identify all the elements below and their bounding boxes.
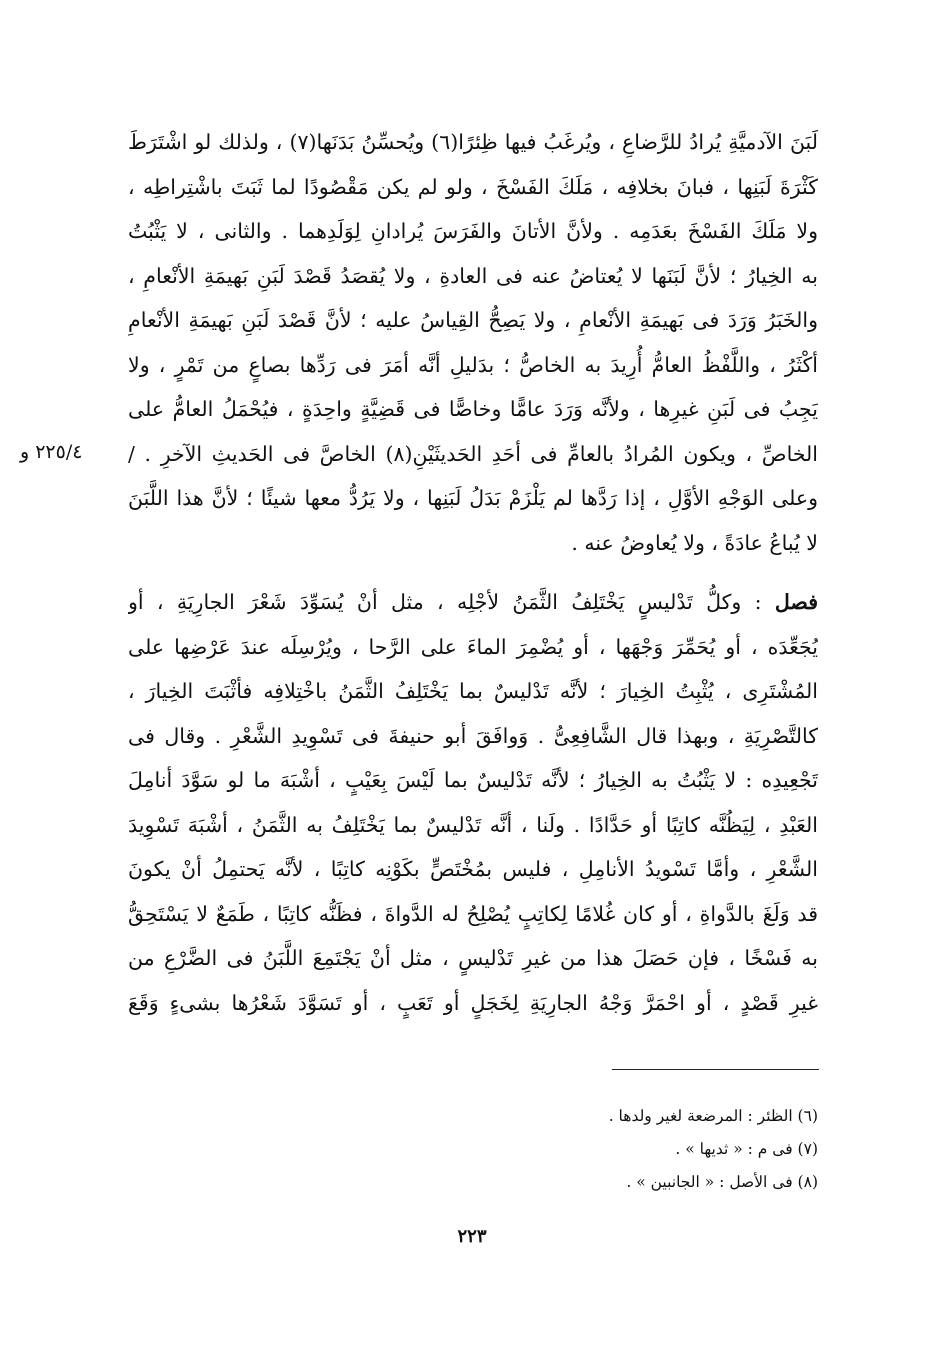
text-line: تَجْعِيدِه : لا يَثْبُتُ به الخِيارُ ؛ لأنَّه تَدْليسٌ بما لَيْسَ بِعَيْبٍ ، أشْبَهَ ما لو سَوَّدَ أنامِلَ xyxy=(128,768,818,792)
text-line: كالتَّصْرِيَةِ ، وبهذا قال الشَّافِعِىُّ . وَوافَقَ أبو حنيفةَ فى تَسْوِيدِ الشَّعْرِ . وقال فى xyxy=(128,723,818,748)
footnote-8: (٨) فى الأصل : « الجانبين » . xyxy=(626,1173,818,1191)
footnotes xyxy=(400,1100,818,1199)
text-line: ولا مَلَكَ الفَسْخَ بعَدَمِه . ولأنَّ الأتانَ والفَرَسَ يُرادانِ لِوَلَدِهما . والثانى ، لا يَثْبُتُ xyxy=(128,219,818,243)
text-line: الشَّعْرِ ، وأمَّا تَسْويدُ الأنامِلِ ، فليس بمُخْتَصٍّ بكَوْنِه كاتِبًا ، لأنَّه يَحتمِلُ أنْ يكونَ xyxy=(128,857,818,881)
text-line: يَجِبُ فى لَبَنِ غيرِها ، ولأنَّه وَرَدَ عامًّا وخاصًّا فى قَضِيَّةٍ واحِدَةٍ ، فيُحْمَلُ العامُّ على xyxy=(128,397,818,421)
footnote-7: (٧) فى م : « ثديها » . xyxy=(675,1140,818,1158)
text-line: الخاصِّ ، ويكون المُرادُ بالعامِّ فى أحَدِ الحَديثَيْنِ(٨) الخاصَّ فى الحَديثِ الآخرِ . / xyxy=(128,441,818,466)
text-line: به فَسْخًا ، فإن حَصَلَ هذا من غيرِ تَدْليسٍ ، مثل أنْ يَجْتَمِعَ اللَّبَنُ فى الضَّرْعِ من xyxy=(128,946,818,970)
paragraph-2 xyxy=(128,580,818,1025)
page-number: ٢٢٣ xyxy=(457,1226,487,1247)
text-line: العَبْدِ ، لِيَظُنَّه كاتِبًا أو حَدَّادًا . ولَنا ، أنَّه تَدْليسٌ بما يَخْتَلِفُ به الثَّمَنُ ، أشْبَهَ تَسْوِيدَ xyxy=(128,812,818,837)
text-line: غيرِ قَصْدٍ ، أو احْمَرَّ وَجْهُ الجارِيَةِ لِخَجَلٍ أو تَعَبٍ ، أو تَسَوَّدَ شَعْرُها بشىءٍ وَقَعَ xyxy=(128,990,818,1015)
text-line-rest: : وكلُّ تَدْليسٍ يَخْتَلِفُ الثَّمَنُ لأجْلِه ، مثل أنْ يُسَوِّدَ شَعْرَ الجارِيَةِ ، أو xyxy=(128,590,762,614)
text-line-with-heading xyxy=(128,580,818,625)
text-line: قد وَلَغَ بالدَّواةِ ، أو كان غُلامًا لِكاتِبٍ يُصْلِحُ له الدَّواةَ ، فظَنُّه كاتِبًا ، طَمَعٌ لا يَسْتَحِقُّ xyxy=(128,901,818,926)
text-line: يُجَعِّدَه ، أو يُحَمِّرَ وَجْهَها ، أو يُضْمِرَ الماءَ على الرَّحا ، ويُرْسِلَه عندَ عَرْضِها على xyxy=(128,634,818,659)
text-line: والخَبَرُ وَرَدَ فى بَهيمَةِ الأنْعامِ ، ولا يَصِحُّ القِياسُ عليه ؛ لأنَّ قَصْدَ لَبَنِ بَهيمَةِ الأنْعامِ xyxy=(128,308,818,332)
footnote-divider xyxy=(612,1069,819,1070)
text-line: المُشْتَرِى ، يُثْبِتُ الخِيارَ ؛ لأنَّه تَدْليسٌ بما يَخْتَلِفُ الثَّمَنُ باخْتِلافِه فأثْبَتَ الخِيارَ ، xyxy=(128,679,818,703)
text-line: لا يُباعُ عادَةً ، ولا يُعاوضُ عنه . xyxy=(571,530,818,555)
footnote-6: (٦) الظئر : المرضعة لغير ولدها . xyxy=(608,1107,818,1125)
text-line: لَبَنَ الآدميَّةِ يُرادُ للرَّضاعِ ، ويُرغَبُ فيها ظِئرًا(٦) ويُحسِّنُ بَدَنَها(٧) ، ولذلك لو اشْتَرَطَ xyxy=(128,130,818,154)
text-line: أكْثَرُ ، واللَّفْظُ العامُّ أُرِيدَ به الخاصُّ ؛ بدَليلِ أنَّه أمَرَ فى رَدِّها بصاعٍ من تَمْرٍ ، ولا xyxy=(128,352,818,377)
text-line: وعلى الوَجْهِ الأوَّلِ ، إذا رَدَّها لم يَلْزَمْ بَدَلُ لَبَنِها ، ولا يَرُدُّ معها شيئًا ؛ لأنَّ هذا اللَّبَنَ xyxy=(128,486,818,510)
section-heading-word: فصل xyxy=(774,590,818,614)
text-line: كَثْرَةَ لَبَنِها ، فبانَ بخلافِه ، مَلَكَ الفَسْخَ ، ولو لم يكن مَقْصُودًا لما ثَبَتَ باشْتِراطِه ، xyxy=(128,174,818,199)
text-line: به الخِيارُ ؛ لأنَّ لَبَنَها لا يُعتاضُ عنه فى العادةِ ، ولا يُقصَدُ قَصْدَ لَبَنِ بَهيمَةِ الأنْعامِ ، xyxy=(128,263,818,288)
paragraph-1 xyxy=(128,120,818,565)
manuscript-folio-reference: ٢٢٥/٤ و xyxy=(20,441,83,463)
